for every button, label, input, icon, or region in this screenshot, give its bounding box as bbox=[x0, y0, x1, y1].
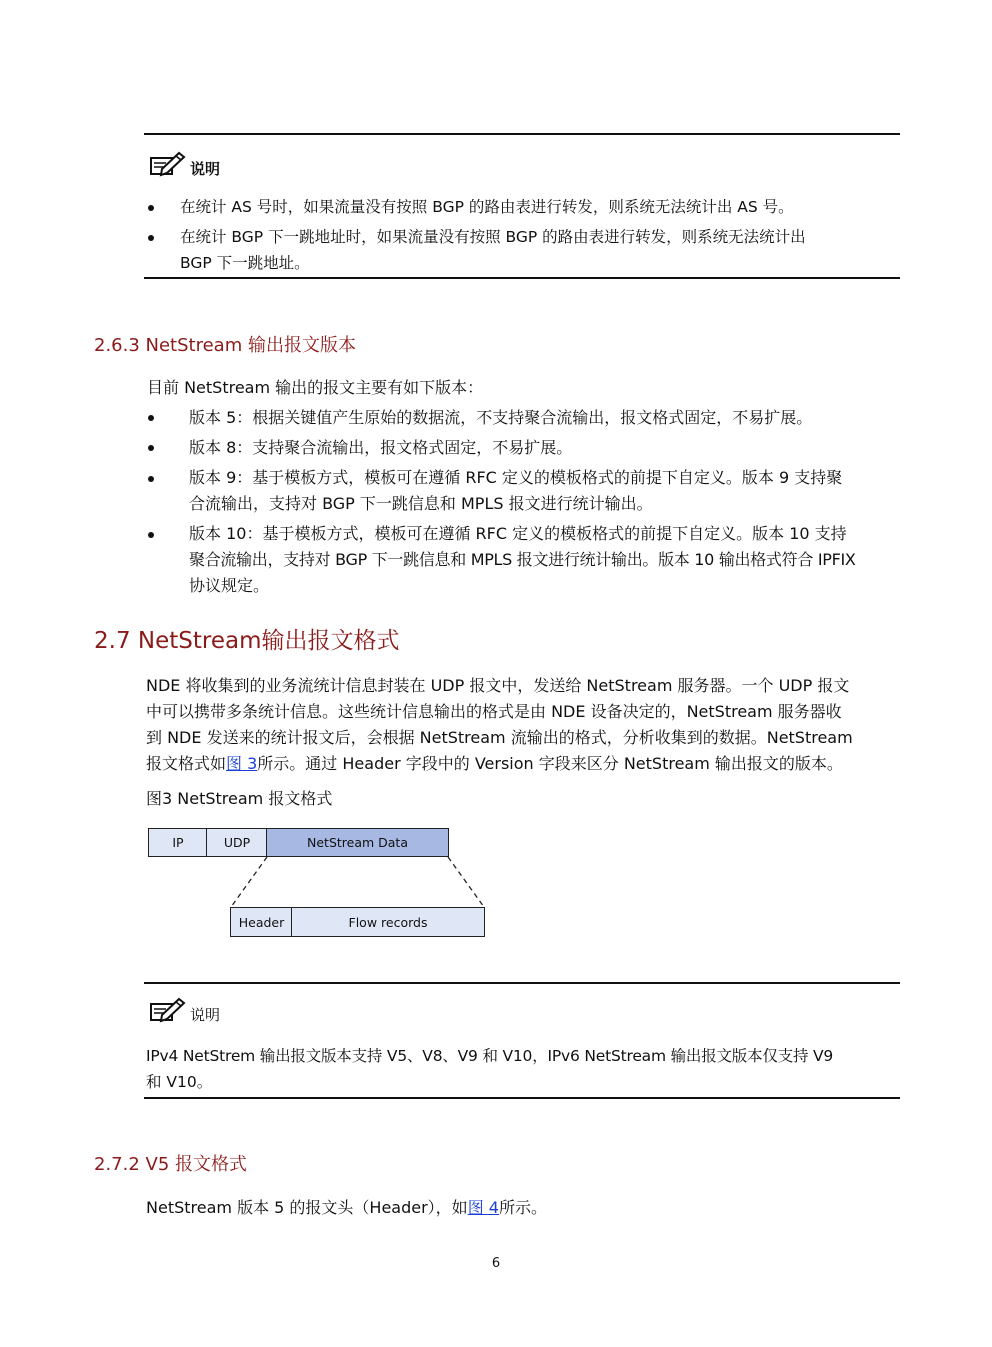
section-intro: 目前 NetStream 输出的报文主要有如下版本： bbox=[147, 378, 484, 397]
para-text: 所示。通过 Header 字段中的 Version 字段来区分 NetStream 输出报文的版本。 bbox=[257, 754, 843, 773]
version-item-8: 版本 8：支持聚合流输出，报文格式固定，不易扩展。 bbox=[189, 438, 573, 457]
diagram-flow-records-field: Flow records bbox=[291, 907, 485, 937]
figure-caption: 图3 NetStream 报文格式 bbox=[146, 789, 333, 808]
para-text: 报文格式如 bbox=[146, 754, 227, 773]
version-item-10-cont2: 协议规定。 bbox=[189, 576, 270, 595]
bullet-dot bbox=[148, 205, 154, 211]
note-label: 说明 bbox=[190, 1006, 221, 1024]
note-top-rule bbox=[144, 982, 900, 984]
version-item-10-cont: 聚合流输出，支持对 BGP 下一跳信息和 MPLS 报文进行统计输出。版本 10 输出格式符合 IPFIX bbox=[189, 550, 856, 569]
bullet-dot bbox=[148, 235, 154, 241]
diagram-ip-field: IP bbox=[148, 828, 208, 857]
section-heading-2-6-3: 2.6.3 NetStream 输出报文版本 bbox=[94, 335, 356, 356]
diagram-udp-field: UDP bbox=[206, 828, 268, 857]
section-heading-2-7: 2.7 NetStream输出报文格式 bbox=[94, 628, 400, 654]
note-pencil-icon bbox=[148, 150, 188, 180]
note-label: 说明 bbox=[190, 160, 221, 178]
note-item-2-cont: BGP 下一跳地址。 bbox=[180, 254, 310, 272]
para-line-2: 中可以携带多条统计信息。这些统计信息输出的格式是由 NDE 设备决定的，NetStream 服务器收 bbox=[146, 702, 842, 721]
note-bottom-rule bbox=[144, 277, 900, 279]
para-line-4 bbox=[146, 751, 843, 777]
figure-3-link[interactable]: 图 3 bbox=[226, 754, 258, 773]
para-line-1: NDE 将收集到的业务流统计信息封装在 UDP 报文中，发送给 NetStream 服务器。一个 UDP 报文 bbox=[146, 676, 850, 695]
note-item-2: 在统计 BGP 下一跳地址时，如果流量没有按照 BGP 的路由表进行转发，则系统无法统计出 bbox=[180, 228, 806, 246]
note-item-1: 在统计 AS 号时，如果流量没有按照 BGP 的路由表进行转发，则系统无法统计出 AS 号。 bbox=[180, 198, 794, 216]
note-header bbox=[148, 150, 220, 180]
version-item-9: 版本 9：基于模板方式，模板可在遵循 RFC 定义的模板格式的前提下自定义。版本 9 支持聚 bbox=[189, 468, 843, 487]
diagram-header-field: Header bbox=[230, 907, 293, 937]
figure-4-link[interactable]: 图 4 bbox=[467, 1198, 499, 1217]
note-line-2: 和 V10。 bbox=[146, 1073, 213, 1091]
bullet-dot bbox=[148, 415, 154, 421]
bullet-dot bbox=[148, 445, 154, 451]
para-line-3: 到 NDE 发送来的统计报文后，会根据 NetStream 流输出的格式，分析收集到的数据。NetStream bbox=[146, 728, 853, 747]
note-bottom-rule bbox=[144, 1097, 900, 1099]
note-pencil-icon bbox=[148, 996, 188, 1026]
note-top-rule bbox=[144, 133, 900, 135]
page-number: 6 bbox=[491, 1256, 501, 1271]
bullet-dot bbox=[148, 532, 154, 538]
diagram-netstream-data-field: NetStream Data bbox=[266, 828, 449, 857]
version-item-5: 版本 5：根据关键值产生原始的数据流，不支持聚合流输出，报文格式固定，不易扩展。 bbox=[189, 408, 813, 427]
section-sentence bbox=[146, 1195, 547, 1221]
diagram-expansion-lines bbox=[225, 856, 490, 908]
sentence-text: 所示。 bbox=[498, 1198, 547, 1217]
bullet-dot bbox=[148, 476, 154, 482]
section-heading-2-7-2: 2.7.2 V5 报文格式 bbox=[94, 1154, 248, 1175]
note-line-1: IPv4 NetStrem 输出报文版本支持 V5、V8、V9 和 V10，IPv6 NetStream 输出报文版本仅支持 V9 bbox=[146, 1047, 834, 1065]
version-item-10: 版本 10：基于模板方式，模板可在遵循 RFC 定义的模板格式的前提下自定义。版本 10 支持 bbox=[189, 524, 847, 543]
version-item-9-cont: 合流输出，支持对 BGP 下一跳信息和 MPLS 报文进行统计输出。 bbox=[189, 494, 653, 513]
sentence-text: NetStream 版本 5 的报文头（Header），如 bbox=[146, 1198, 468, 1217]
note-header bbox=[148, 996, 220, 1026]
